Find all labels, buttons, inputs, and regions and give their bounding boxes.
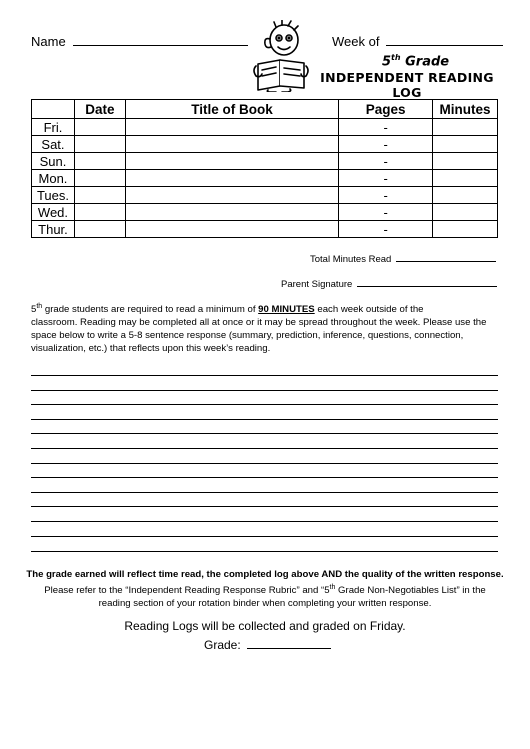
date-cell[interactable] <box>74 187 125 204</box>
table-row <box>32 136 498 153</box>
writing-line[interactable] <box>31 448 498 449</box>
reading-log-table <box>31 99 498 238</box>
grade-label: Grade: <box>204 638 241 652</box>
col-header-date: Date <box>74 100 125 119</box>
grade-criteria: The grade earned will reflect time read, the completed log above AND the quality of the written response. <box>26 569 504 580</box>
footer-notes <box>15 568 515 610</box>
minutes-cell[interactable] <box>433 153 498 170</box>
grade-suffix: th <box>391 53 401 62</box>
collected-note: Reading Logs will be collected and graded on Friday. <box>124 619 406 633</box>
title-cell[interactable] <box>125 221 338 238</box>
log-title: INDEPENDENT READING LOG <box>320 70 494 101</box>
date-cell[interactable] <box>74 221 125 238</box>
writing-line[interactable] <box>31 375 498 376</box>
writing-line[interactable] <box>31 521 498 522</box>
minutes-cell[interactable] <box>433 187 498 204</box>
grade-heading <box>382 53 502 69</box>
writing-line[interactable] <box>31 404 498 405</box>
minutes-cell[interactable] <box>433 136 498 153</box>
total-minutes-field[interactable] <box>396 251 496 262</box>
instr-grade-num: 5 <box>31 304 37 316</box>
title-cell[interactable] <box>125 136 338 153</box>
table-row <box>32 204 498 221</box>
date-cell[interactable] <box>74 119 125 136</box>
refer-text-a: Please refer to the “Independent Reading Response Rubric” and “5 <box>44 585 330 597</box>
writing-line[interactable] <box>31 551 498 552</box>
refer-text-b: Grade Non-Negotiables List” in the <box>335 585 486 597</box>
table-row <box>32 221 498 238</box>
day-cell: Sun. <box>32 153 75 170</box>
date-cell[interactable] <box>74 204 125 221</box>
date-cell[interactable] <box>74 170 125 187</box>
pages-cell[interactable]: - <box>339 170 433 187</box>
table-row <box>32 170 498 187</box>
title-cell[interactable] <box>125 153 338 170</box>
parent-signature-label: Parent Signature <box>281 279 353 290</box>
day-cell: Mon. <box>32 170 75 187</box>
title-cell[interactable] <box>125 204 338 221</box>
pages-cell[interactable]: - <box>339 153 433 170</box>
col-header-title: Title of Book <box>125 100 338 119</box>
instr-minutes-bold: 90 MINUTES <box>258 304 315 316</box>
instr-grade-sup: th <box>36 303 43 310</box>
week-field[interactable] <box>386 33 503 46</box>
table-row <box>32 187 498 204</box>
writing-line[interactable] <box>31 492 498 493</box>
week-label <box>332 33 503 49</box>
instructions-line-3: space below to write a 5-8 sentence response (summary, prediction, inference, questions, connection, <box>31 330 464 342</box>
minutes-cell[interactable] <box>433 221 498 238</box>
grade-word: Grade <box>405 54 450 70</box>
child-reading-book-icon <box>250 20 312 92</box>
day-cell: Wed. <box>32 204 75 221</box>
writing-line[interactable] <box>31 433 498 434</box>
writing-line[interactable] <box>31 390 498 391</box>
instructions-line-2: classroom. Reading may be completed all at once or it may be spread throughout the week. Please use the <box>31 317 487 329</box>
writing-line[interactable] <box>31 463 498 464</box>
writing-line[interactable] <box>31 419 498 420</box>
name-label <box>31 33 248 49</box>
date-cell[interactable] <box>74 136 125 153</box>
writing-line[interactable] <box>31 506 498 507</box>
instructions-line-4: visualization, etc.) that reflects upon this week’s reading. <box>31 343 271 355</box>
instructions <box>31 300 511 355</box>
day-cell: Thur. <box>32 221 75 238</box>
parent-signature-line <box>281 276 497 290</box>
refer-sup: th <box>329 584 336 591</box>
pages-cell[interactable]: - <box>339 204 433 221</box>
pages-cell[interactable]: - <box>339 136 433 153</box>
date-cell[interactable] <box>74 153 125 170</box>
week-label-text: Week of <box>332 34 380 49</box>
grade-number: 5 <box>382 54 392 70</box>
minutes-cell[interactable] <box>433 119 498 136</box>
total-minutes-line <box>310 251 496 265</box>
col-header-day <box>32 100 75 119</box>
pages-cell[interactable]: - <box>339 187 433 204</box>
title-cell[interactable] <box>125 119 338 136</box>
day-cell: Sat. <box>32 136 75 153</box>
pages-cell[interactable]: - <box>339 119 433 136</box>
table-row <box>32 153 498 170</box>
writing-line[interactable] <box>31 477 498 478</box>
writing-line[interactable] <box>31 536 498 537</box>
refer-line-2: reading section of your rotation binder when completing your written response. <box>98 598 432 610</box>
instr-text-a: grade students are required to read a minimum of <box>42 304 259 316</box>
log-title-block <box>312 53 502 100</box>
refer-line-1 <box>15 581 515 597</box>
day-cell: Fri. <box>32 119 75 136</box>
total-minutes-label: Total Minutes Read <box>310 254 392 265</box>
table-row <box>32 119 498 136</box>
minutes-cell[interactable] <box>433 170 498 187</box>
name-label-text: Name <box>31 34 66 49</box>
title-cell[interactable] <box>125 187 338 204</box>
instructions-line-1 <box>31 300 511 316</box>
parent-signature-field[interactable] <box>357 276 497 287</box>
title-cell[interactable] <box>125 170 338 187</box>
day-cell: Tues. <box>32 187 75 204</box>
minutes-cell[interactable] <box>433 204 498 221</box>
grade-line <box>204 636 331 652</box>
name-field[interactable] <box>73 33 248 46</box>
pages-cell[interactable]: - <box>339 221 433 238</box>
col-header-pages: Pages <box>339 100 433 119</box>
instr-text-b: each week outside of the <box>314 304 424 316</box>
table-header-row <box>32 100 498 119</box>
col-header-minutes: Minutes <box>433 100 498 119</box>
grade-field[interactable] <box>247 636 331 649</box>
